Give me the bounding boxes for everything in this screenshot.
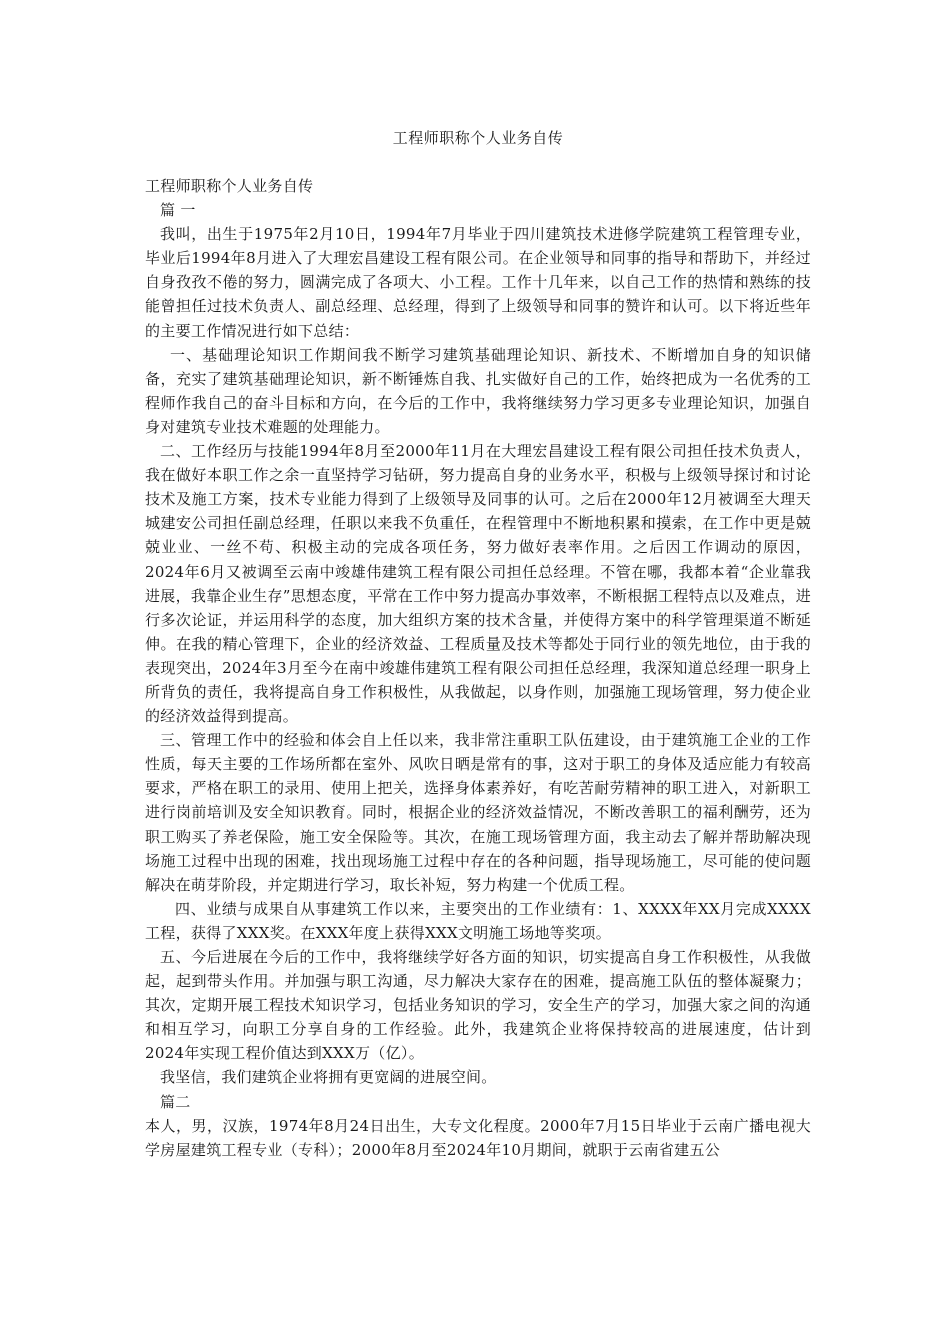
paragraph: 本人，男，汉族，1974年8月24日出生，大专文化程度。2000年7月15日毕业于云南广播电视大学房屋建筑工程专业（专科）；2000年8月至2024年10月期间，就职于云南省建五公 [145,1116,811,1159]
paragraph: 工程师职称个人业务自传 [145,177,314,195]
paragraph: 篇 一 [160,201,196,220]
document-body [145,174,811,1162]
paragraph: 篇二 [160,1092,191,1111]
document-title: 工程师职称个人业务自传 [392,129,564,147]
paragraph: 五、今后进展在今后的工作中，我将继续学好各方面的知识，切实提高自身工作积极性，从我做起，起到带头作用。并加强与职工沟通，尽力解决大家存在的困难，提高施工队伍的整体凝聚力；其次，定期开展工程技术知识学习，包括业务知识的学习，安全生产的学习，加强大家之间的沟通和相互学习，向职工分享自身的工作经验。此外，我建筑企业将保持较高的进展速度，估计到2024年实现工程价值达到XXX万（亿）。 [145,948,811,1063]
paragraph: 四、业绩与成果自从事建筑工作以来，主要突出的工作业绩有：1、XXXX年XX月完成XXXX工程，获得了XXX奖。在XXX年度上获得XXX文明施工场地等奖项。 [145,899,811,942]
paragraph: 二、工作经历与技能1994年8月至2000年11月在大理宏昌建设工程有限公司担任技术负责人，我在做好本职工作之余一直坚持学习钻研，努力提高自身的业务水平，积极与上级领导探讨和讨论技术及施工方案，技术专业能力得到了上级领导及同事的认可。之后在2000年12月被调至大理天城建安公司担任副总经理，任职以来我不负重任，在程管理中不断地积累和摸索，在工作中更是兢兢业业、一丝不苟、积极主动的完成各项任务，努力做好表率作用。之后因工作调动的原因，2024年6月又被调至云南中竣雄伟建筑工程有限公司担任总经理。不管在哪，我都本着“企业靠我进展，我靠企业生存”思想态度，平常在工作中努力提高办事效率，不断根据工程特点以及难点，进行多次论证，并运用科学的态度，加大组织方案的技术含量，并使得方案中的科学管理渠道不断延伸。在我的精心管理下，企业的经济效益、工程质量及技术等都处于同行业的领先地位，由于我的表现突出，2024年3月至今在南中竣雄伟建筑工程有限公司担任总经理，我深知道总经理一职身上所背负的责任，我将提高自身工作积极性，从我做起，以身作则，加强施工现场管理，努力使企业的经济效益得到提高。 [145,442,811,726]
paragraph: 我坚信，我们建筑企业将拥有更宽阔的进展空间。 [160,1068,497,1087]
paragraph: 三、管理工作中的经验和体会自上任以来，我非常注重职工队伍建设，由于建筑施工企业的工作性质，每天主要的工作场所都在室外、风吹日晒是常有的事，这对于职工的身体及适应能力有较高要求，严格在职工的录用、使用上把关，选择身体素养好，有吃苦耐劳精神的职工进入，对新职工进行岗前培训及安全知识教育。同时，根据企业的经济效益情况，不断改善职工的福利酬劳，还为职工购买了养老保险，施工安全保险等。其次，在施工现场管理方面，我主动去了解并帮助解决现场施工过程中出现的困难，找出现场施工过程中存在的各种问题，指导现场施工，尽可能的使问题解决在萌芽阶段，并定期进行学习，取长补短，努力构建一个优质工程。 [145,731,811,894]
paragraph: 一、基础理论知识工作期间我不断学习建筑基础理论知识、新技术、不断增加自身的知识储备，充实了建筑基础理论知识，新不断锤炼自我、扎实做好自己的工作，始终把成为一名优秀的工程师作我自己的奋斗目标和方向，在今后的工作中，我将继续努力学习更多专业理论知识，加强自身对建筑专业技术难题的处理能力。 [145,345,811,436]
paragraph: 我叫，出生于1975年2月10日，1994年7月毕业于四川建筑技术进修学院建筑工程管理专业，毕业后1994年8月进入了大理宏昌建设工程有限公司。在企业领导和同事的指导和帮助下，并经过自身孜孜不倦的努力，圆满完成了各项大、小工程。工作十几年来，以自己工作的热情和熟练的技能曾担任过技术负责人、副总经理、总经理，得到了上级领导和同事的赞许和认可。以下将近些年的主要工作情况进行如下总结： [145,225,811,340]
